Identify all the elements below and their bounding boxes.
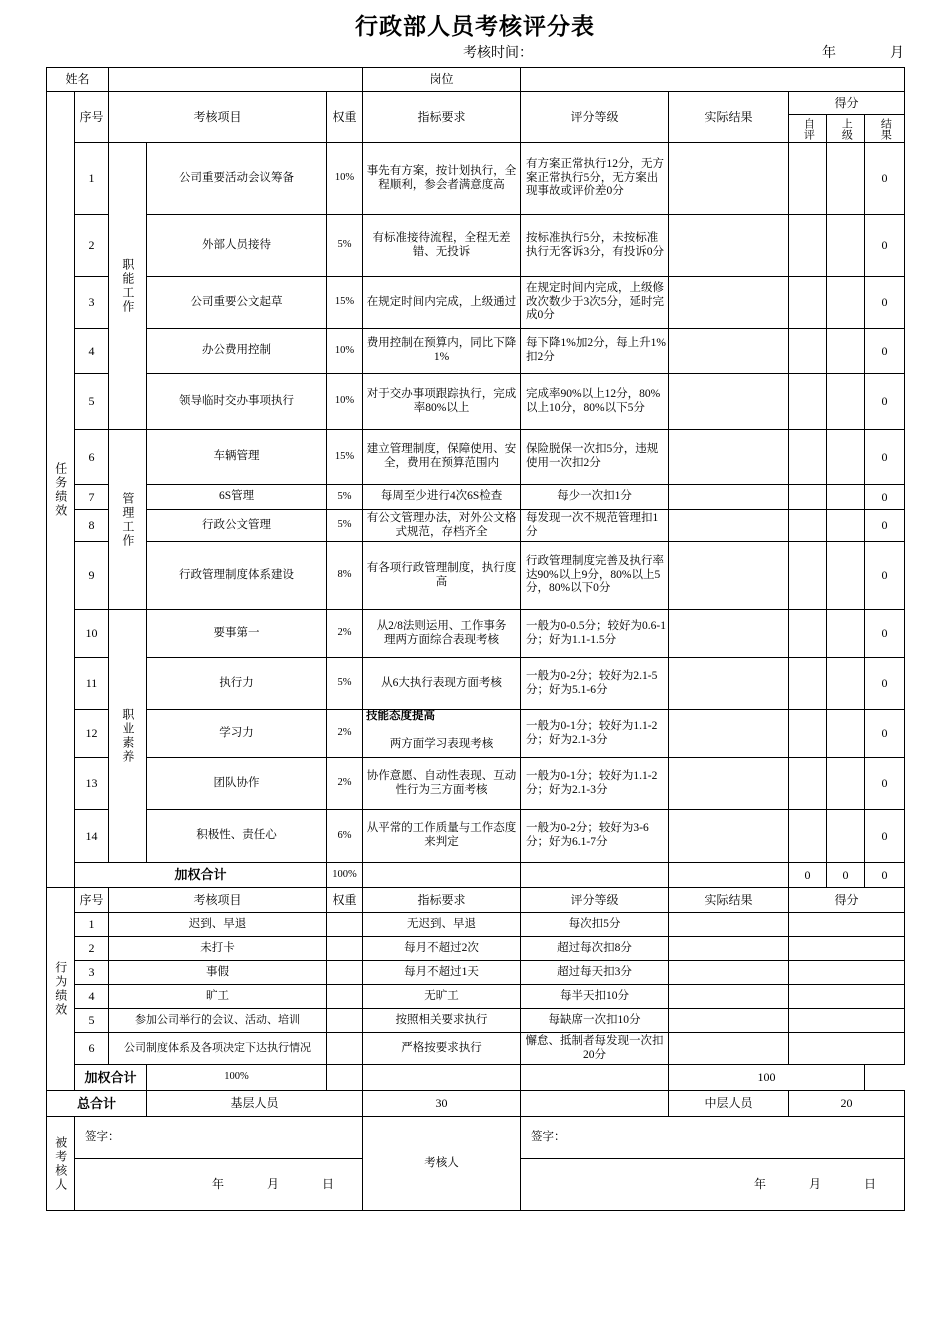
group-management-label: 管理工作 (109, 430, 147, 610)
row-grade: 在规定时间内完成，上级修改次数少于3次5分，延时完成0分 (521, 277, 669, 329)
table-row (47, 937, 905, 961)
month-label: 月 (890, 46, 904, 61)
row-actual[interactable] (669, 485, 789, 510)
section-task-label: 任务绩效 (47, 92, 75, 888)
row-weight: 10% (327, 374, 363, 430)
row-actual[interactable] (669, 810, 789, 863)
row-requirement-line1: 从2/8法则运用、工作事务 (376, 619, 507, 632)
row-weight (327, 1033, 363, 1065)
post-value[interactable] (521, 68, 905, 92)
behavior-total-grade (363, 1065, 521, 1091)
row-grade: 每发现一次不规范管理扣1分 (521, 510, 669, 542)
row-item: 旷工 (109, 985, 327, 1009)
row-requirement (363, 610, 521, 658)
row-actual[interactable] (669, 985, 789, 1009)
subtitle-row (0, 41, 950, 67)
row-requirement: 对于交办事项跟踪执行，完成率80%以上 (363, 374, 521, 430)
row-requirement: 无迟到、早退 (363, 913, 521, 937)
row-item: 行政公文管理 (147, 510, 327, 542)
table-row (47, 215, 905, 277)
table-row (47, 277, 905, 329)
row-weight: 8% (327, 542, 363, 610)
row-actual[interactable] (669, 542, 789, 610)
row-self[interactable] (789, 610, 827, 658)
row-self[interactable] (789, 430, 827, 485)
row-grade: 超过每次扣8分 (521, 937, 669, 961)
assessor-sign-label[interactable]: 签字： (521, 1117, 905, 1159)
col-self: 自评 (789, 115, 827, 142)
task-total-weight: 100% (327, 863, 363, 888)
row-weight (327, 985, 363, 1009)
row-self[interactable] (789, 758, 827, 810)
task-total-result: 0 (865, 863, 905, 888)
row-requirement: 每周至少进行4次6S检查 (363, 485, 521, 510)
row-result: 0 (865, 510, 905, 542)
table-row (47, 1009, 905, 1033)
middle-value: 20 (789, 1091, 905, 1117)
row-seq: 10 (75, 610, 109, 658)
row-superior[interactable] (827, 374, 865, 430)
group-quality-label: 职业素养 (109, 610, 147, 863)
row-score[interactable] (789, 1033, 905, 1065)
row-grade: 懈怠、抵制者每发现一次扣20分 (521, 1033, 669, 1065)
col-grade: 评分等级 (521, 92, 669, 143)
row-self[interactable] (789, 215, 827, 277)
name-label: 姓名 (47, 68, 109, 92)
row-seq: 4 (75, 985, 109, 1009)
row-weight: 5% (327, 485, 363, 510)
row-actual[interactable] (669, 430, 789, 485)
row-score[interactable] (789, 985, 905, 1009)
row-requirement: 协作意愿、自动性表现、互动性行为三方面考核 (363, 758, 521, 810)
behavior-total-label: 加权合计 (75, 1065, 147, 1091)
col-score: 得分 (789, 888, 905, 913)
row-score[interactable] (789, 913, 905, 937)
row-grade: 保险脱保一次扣5分，违规使用一次扣2分 (521, 430, 669, 485)
row-superior[interactable] (827, 510, 865, 542)
row-actual[interactable] (669, 329, 789, 374)
row-requirement: 严格按要求执行 (363, 1033, 521, 1065)
col-weight: 权重 (327, 888, 363, 913)
row-weight (327, 961, 363, 985)
row-superior[interactable] (827, 542, 865, 610)
row-superior[interactable] (827, 430, 865, 485)
row-actual[interactable] (669, 510, 789, 542)
col-seq: 序号 (75, 92, 109, 143)
row-self[interactable] (789, 374, 827, 430)
row-requirement: 每月不超过2次 (363, 937, 521, 961)
task-total-superior: 0 (827, 863, 865, 888)
row-superior[interactable] (827, 610, 865, 658)
row-seq: 11 (75, 658, 109, 710)
page-title: 行政部人员考核评分表 (355, 13, 595, 39)
row-grade: 每缺席一次扣10分 (521, 1009, 669, 1033)
table-row (47, 985, 905, 1009)
task-total-actual (669, 863, 789, 888)
row-grade: 行政管理制度完善及执行率达90%以上9分，80%以上5分，80%以下0分 (521, 542, 669, 610)
table-row (47, 374, 905, 430)
row-result: 0 (865, 658, 905, 710)
row-superior[interactable] (827, 758, 865, 810)
row-requirement: 费用控制在预算内，同比下降1% (363, 329, 521, 374)
row-requirement: 有标准接待流程，全程无差错、无投诉 (363, 215, 521, 277)
behavior-total-row (47, 1065, 905, 1091)
grand-total-row (47, 1091, 905, 1117)
row-requirement: 事先有方案，按计划执行，全程顺利，参会者满意度高 (363, 143, 521, 215)
row-seq: 8 (75, 510, 109, 542)
row-seq: 6 (75, 1033, 109, 1065)
row-actual[interactable] (669, 277, 789, 329)
row-requirement-line1: 技能态度提高 (366, 710, 436, 722)
row-weight (327, 1009, 363, 1033)
col-item: 考核项目 (109, 92, 327, 143)
behavior-total-score: 100 (669, 1065, 865, 1091)
row-seq: 13 (75, 758, 109, 810)
row-self[interactable] (789, 277, 827, 329)
row-requirement-line2: 两方面学习表现考核 (389, 737, 494, 750)
assessee-date[interactable]: 年 月 日 (75, 1159, 363, 1211)
row-requirement: 按照相关要求执行 (363, 1009, 521, 1033)
task-total-label: 加权合计 (75, 863, 327, 888)
table-row (47, 485, 905, 510)
col-result: 结果 (879, 117, 892, 140)
row-grade: 有方案正常执行12分，无方案正常执行5分，无方案出现事故或评价差0分 (521, 143, 669, 215)
row-seq: 5 (75, 1009, 109, 1033)
row-superior[interactable] (827, 277, 865, 329)
row-score[interactable] (789, 937, 905, 961)
section-behavior-label: 行为绩效 (47, 888, 75, 1091)
behavior-total-req (327, 1065, 363, 1091)
assessor-date[interactable]: 年 月 日 (521, 1159, 905, 1211)
row-superior[interactable] (827, 810, 865, 863)
row-actual[interactable] (669, 215, 789, 277)
row-requirement: 每月不超过1天 (363, 961, 521, 985)
table-row (47, 961, 905, 985)
row-score[interactable] (789, 1009, 905, 1033)
row-item: 公司制度体系及各项决定下达执行情况 (109, 1033, 327, 1065)
row-result: 0 (865, 810, 905, 863)
row-item: 执行力 (147, 658, 327, 710)
row-item: 6S管理 (147, 485, 327, 510)
row-requirement: 无旷工 (363, 985, 521, 1009)
assessor-label: 考核人 (363, 1117, 521, 1211)
col-seq: 序号 (75, 888, 109, 913)
row-grade: 一般为0-1分；较好为1.1-2分；好为2.1-3分 (521, 710, 669, 758)
row-actual[interactable] (669, 961, 789, 985)
table-row (47, 143, 905, 215)
row-weight: 10% (327, 143, 363, 215)
row-grade: 一般为0-2分；较好为3-6分；好为6.1-7分 (521, 810, 669, 863)
table-row (47, 810, 905, 863)
table-row (47, 329, 905, 374)
table-row (47, 710, 905, 758)
table-row (47, 913, 905, 937)
row-superior[interactable] (827, 658, 865, 710)
row-seq: 12 (75, 710, 109, 758)
row-weight (327, 913, 363, 937)
row-result: 0 (865, 329, 905, 374)
row-item: 车辆管理 (147, 430, 327, 485)
row-result: 0 (865, 485, 905, 510)
task-total-req (363, 863, 521, 888)
row-actual[interactable] (669, 710, 789, 758)
row-seq: 1 (75, 913, 109, 937)
col-weight: 权重 (327, 92, 363, 143)
row-item: 积极性、责任心 (147, 810, 327, 863)
row-weight: 6% (327, 810, 363, 863)
col-score-group (789, 92, 905, 143)
row-weight (327, 937, 363, 961)
row-actual[interactable] (669, 758, 789, 810)
row-actual[interactable] (669, 374, 789, 430)
row-seq: 2 (75, 215, 109, 277)
table-row (47, 758, 905, 810)
row-grade: 完成率90%以上12分，80%以上10分，80%以下5分 (521, 374, 669, 430)
row-weight: 2% (327, 610, 363, 658)
row-grade: 每半天扣10分 (521, 985, 669, 1009)
row-result: 0 (865, 277, 905, 329)
row-seq: 4 (75, 329, 109, 374)
row-requirement: 从6大执行表现方面考核 (363, 658, 521, 710)
col-requirement: 指标要求 (363, 888, 521, 913)
table-row (47, 542, 905, 610)
behavior-total-actual (521, 1065, 669, 1091)
row-self[interactable] (789, 658, 827, 710)
table-row (47, 510, 905, 542)
row-seq: 7 (75, 485, 109, 510)
row-result: 0 (865, 143, 905, 215)
middle-label: 中层人员 (669, 1091, 789, 1117)
behavior-total-weight: 100% (147, 1065, 327, 1091)
row-superior[interactable] (827, 143, 865, 215)
row-requirement-line2: 理两方面综合表现考核 (384, 633, 500, 646)
row-item: 事假 (109, 961, 327, 985)
row-self[interactable] (789, 329, 827, 374)
task-header-row (47, 92, 905, 143)
row-grade: 按标准执行5分，未按标准执行无客诉3分，有投诉0分 (521, 215, 669, 277)
row-actual[interactable] (669, 658, 789, 710)
row-superior[interactable] (827, 329, 865, 374)
row-actual[interactable] (669, 1009, 789, 1033)
row-item: 团队协作 (147, 758, 327, 810)
year-label: 年 (822, 46, 836, 61)
task-total-grade (521, 863, 669, 888)
col-item: 考核项目 (109, 888, 327, 913)
row-weight: 5% (327, 510, 363, 542)
name-value[interactable] (109, 68, 363, 92)
junior-label: 基层人员 (147, 1091, 363, 1117)
row-item: 领导临时交办事项执行 (147, 374, 327, 430)
row-result: 0 (865, 610, 905, 658)
row-item: 行政管理制度体系建设 (147, 542, 327, 610)
row-grade: 一般为0-0.5分；较好为0.6-1分；好为1.1-1.5分 (521, 610, 669, 658)
row-actual[interactable] (669, 143, 789, 215)
row-superior[interactable] (827, 485, 865, 510)
assessee-sign-label[interactable]: 签字： (75, 1117, 363, 1159)
row-requirement: 有各项行政管理制度，执行度高 (363, 542, 521, 610)
row-score[interactable] (789, 961, 905, 985)
row-actual[interactable] (669, 937, 789, 961)
row-grade: 每次扣5分 (521, 913, 669, 937)
row-seq: 3 (75, 277, 109, 329)
row-item: 要事第一 (147, 610, 327, 658)
row-grade: 每少一次扣1分 (521, 485, 669, 510)
row-self[interactable] (789, 710, 827, 758)
row-result: 0 (865, 374, 905, 430)
row-item: 公司重要活动会议筹备 (147, 143, 327, 215)
row-self[interactable] (789, 485, 827, 510)
col-actual: 实际结果 (669, 92, 789, 143)
row-seq: 5 (75, 374, 109, 430)
row-actual[interactable] (669, 913, 789, 937)
row-weight: 10% (327, 329, 363, 374)
row-item: 办公费用控制 (147, 329, 327, 374)
col-superior: 上级 (827, 115, 865, 142)
row-item: 学习力 (147, 710, 327, 758)
row-weight: 15% (327, 430, 363, 485)
row-grade: 一般为0-2分；较好为2.1-5分；好为5.1-6分 (521, 658, 669, 710)
junior-value: 30 (363, 1091, 521, 1117)
behavior-header-row (47, 888, 905, 913)
row-weight: 2% (327, 758, 363, 810)
col-score-label: 得分 (789, 92, 904, 115)
row-requirement (363, 710, 521, 758)
assessment-time-label: 考核时间： (463, 46, 533, 61)
info-row (47, 68, 905, 92)
row-requirement: 有公文管理办法，对外公文格式规范，存档齐全 (363, 510, 521, 542)
row-result: 0 (865, 710, 905, 758)
row-self[interactable] (789, 810, 827, 863)
row-result: 0 (865, 758, 905, 810)
table-row (47, 658, 905, 710)
task-total-self: 0 (789, 863, 827, 888)
appraisal-table (46, 67, 905, 1211)
row-self[interactable] (789, 510, 827, 542)
grand-total-label: 总合计 (47, 1091, 147, 1117)
row-superior[interactable] (827, 215, 865, 277)
row-item: 外部人员接待 (147, 215, 327, 277)
table-row (47, 1033, 905, 1065)
row-superior[interactable] (827, 710, 865, 758)
col-grade: 评分等级 (521, 888, 669, 913)
table-row (47, 610, 905, 658)
grand-total-gap (521, 1091, 669, 1117)
signature-sign-row (47, 1117, 905, 1159)
task-total-row (47, 863, 905, 888)
row-self[interactable] (789, 143, 827, 215)
col-requirement: 指标要求 (363, 92, 521, 143)
post-label: 岗位 (363, 68, 521, 92)
row-requirement: 建立管理制度，保障使用、安全，费用在预算范围内 (363, 430, 521, 485)
row-item: 迟到、早退 (109, 913, 327, 937)
row-result: 0 (865, 430, 905, 485)
row-result: 0 (865, 215, 905, 277)
row-seq: 6 (75, 430, 109, 485)
row-result: 0 (865, 542, 905, 610)
row-weight: 5% (327, 658, 363, 710)
row-grade: 超过每天扣3分 (521, 961, 669, 985)
row-seq: 1 (75, 143, 109, 215)
row-weight: 5% (327, 215, 363, 277)
row-actual[interactable] (669, 610, 789, 658)
row-weight: 2% (327, 710, 363, 758)
row-grade: 一般为0-1分；较好为1.1-2分；好为2.1-3分 (521, 758, 669, 810)
row-seq: 14 (75, 810, 109, 863)
row-item: 未打卡 (109, 937, 327, 961)
row-weight: 15% (327, 277, 363, 329)
row-requirement: 从平常的工作质量与工作态度来判定 (363, 810, 521, 863)
assessee-label: 被考核人 (47, 1117, 75, 1211)
row-seq: 9 (75, 542, 109, 610)
row-seq: 3 (75, 961, 109, 985)
row-requirement: 在规定时间内完成，上级通过 (363, 277, 521, 329)
table-row (47, 430, 905, 485)
group-functional-label: 职能工作 (109, 143, 147, 430)
row-item: 公司重要公文起草 (147, 277, 327, 329)
row-grade: 每下降1%加2分，每上升1%扣2分 (521, 329, 669, 374)
row-actual[interactable] (669, 1033, 789, 1065)
col-actual: 实际结果 (669, 888, 789, 913)
row-self[interactable] (789, 542, 827, 610)
row-item: 参加公司举行的会议、活动、培训 (109, 1009, 327, 1033)
row-seq: 2 (75, 937, 109, 961)
